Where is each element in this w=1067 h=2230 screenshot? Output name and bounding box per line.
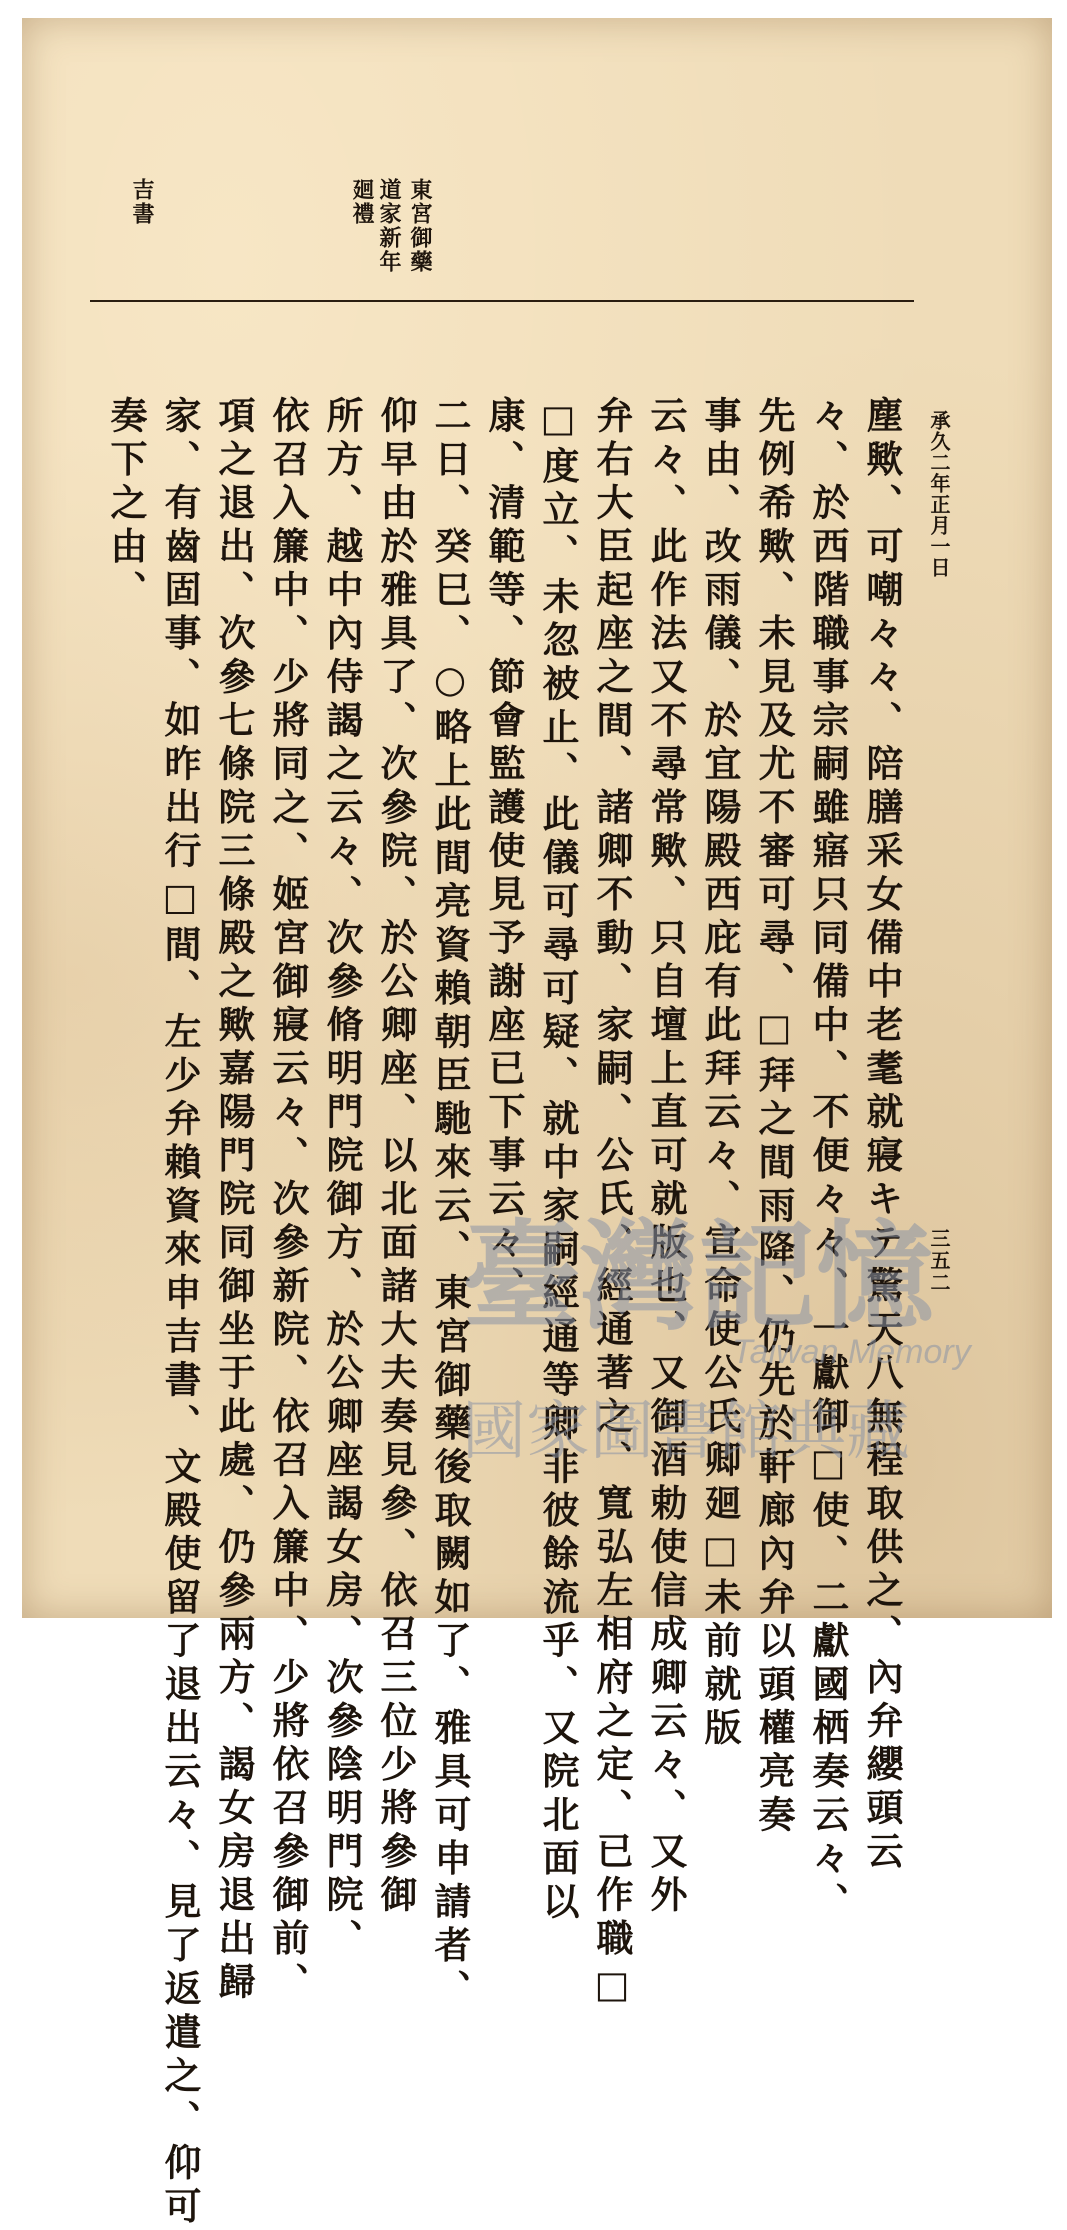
text-line-1: 塵歟、可嘲々々、陪膳采女備中老耄就寢キテ驚天八無程取供之、內弁纓頭云 — [860, 396, 904, 1875]
watermark-library: 國家圖書館典藏 — [462, 1395, 910, 1469]
text-line-3: 先例希歟、未見及尤不審可尋、□拜之間雨降、仍先於軒廊內弁以頭權亮奏 — [752, 396, 796, 1839]
margin-note-michiie-line2: 廻禮 — [349, 178, 375, 226]
text-line-13: 項之退出、次參七條院三條殿之歟嘉陽門院同御坐于此處、仍參兩方、謁女房退出歸 — [212, 396, 256, 2006]
text-line-15: 奏下之由、 — [104, 396, 148, 614]
text-line-7: □度立、未忽被止、此儀可尋可疑、就中家嗣經通等卿非彼餘流乎、又院北面以 — [536, 396, 580, 1926]
running-title: 承久二年正月一日 — [927, 410, 951, 578]
header-rule — [90, 300, 914, 302]
watermark-title: 臺灣記憶 — [462, 1207, 935, 1346]
text-line-8: 康、清範等、節會監護使見予謝座已下事云々、 — [482, 396, 526, 1310]
document-page — [22, 18, 1052, 2230]
text-line-11: 所方、越中內侍謁之云々、次參脩明門院御方、於公卿座謁女房、次參陰明門院、 — [320, 396, 364, 1962]
margin-note-michiie-line1: 道家新年 — [376, 178, 402, 274]
page-number: 三五二 — [927, 1228, 951, 1294]
text-line-2: 々、於西階職事宗嗣雖寤只同備中、不便々々、一獻御□使、二獻國栖奏云々、 — [806, 396, 850, 1926]
text-line-5: 云々、此作法又不尋常歟、只自壇上直可就版也、又御酒勅使信成卿云々、又外 — [644, 396, 688, 1919]
margin-note-east-palace: 東宮御藥 — [407, 178, 433, 274]
library-watermark — [432, 1183, 1012, 1483]
margin-note-kissho: 吉書 — [129, 178, 155, 226]
text-line-14: 家、有齒固事、如昨出行□間、左少弁賴資來申吉書、文殿使留了退出云々、見了返遣之、仰可 — [158, 396, 202, 2230]
text-line-9: 二日、癸巳、○略上此間亮資賴朝臣馳來云、東宮御藥後取闕如了、雅具可申請者、 — [428, 396, 472, 2013]
text-line-6: 弁右大臣起座之間、諸卿不動、家嗣、公氏、經通著之、寬弘左相府之定、已作職□ — [590, 396, 634, 2013]
text-line-4: 事由、改雨儀、於宜陽殿西庇有此拜云々、宣命使公氏卿廻□未前就版 — [698, 396, 742, 1752]
watermark-subtitle: Taiwan Memory — [732, 1333, 971, 1371]
text-line-10: 仰早由於雅具了、次參院、於公卿座、以北面諸大夫奏見參、依召三位少將參御 — [374, 396, 418, 1919]
text-line-12: 依召入簾中、少將同之、姬宮御寢云々、次參新院、依召入簾中、少將依召參御前、 — [266, 396, 310, 2006]
